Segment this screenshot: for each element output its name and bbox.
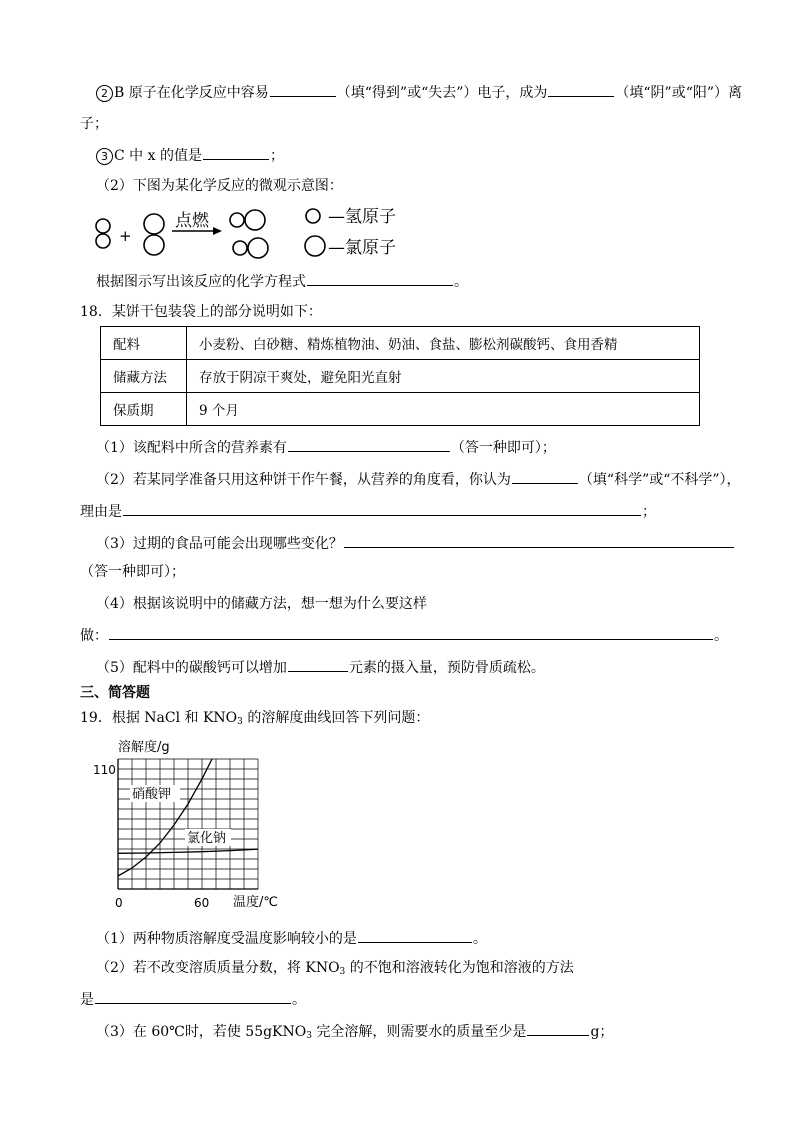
chlorine-atom [245,210,265,230]
q18-sub3: （3）过期的食品可能会出现哪些变化？ [96,532,735,554]
answer-blank[interactable] [288,436,450,452]
x-axis-label: 温度/℃ [233,895,278,910]
arrow-head-icon [213,227,222,235]
q18-sub4: （4）根据该说明中的储藏方法，想一想为什么要这样 [96,596,427,612]
table-cell-key: 储藏方法 [101,360,187,393]
q17-equation-line: 根据图示写出该反应的化学方程式 。 [96,270,468,292]
answer-blank[interactable] [307,270,453,286]
q19-sub2-answer: 是 。 [80,988,306,1010]
table-cell-key: 配料 [101,327,187,360]
q18-sub4-answer: 做： 。 [80,624,728,646]
q18-intro: 18．某饼干包装袋上的部分说明如下： [80,304,322,320]
hydrogen-atom [233,241,247,255]
section-title: 三、简答题 [80,685,150,701]
reaction-diagram [92,204,432,266]
answer-blank[interactable] [548,81,614,97]
chlorine-atom [144,214,164,234]
table-cell-value: 9 个月 [187,393,700,426]
answer-blank[interactable] [95,988,291,1004]
q19-sub2: （2）若不改变溶质质量分数，将 $KNO_3$ 的不饱和溶液转化为饱和溶液的方法 [96,960,574,977]
series-label-nacl: 氯化钠 [187,831,227,846]
q18-sub5: （5）配料中的碳酸钙可以增加 元素的摄入量，预防骨质疏松。 [96,656,545,678]
x-tick-label: 60 [194,896,210,910]
answer-blank[interactable] [358,927,472,943]
answer-blank[interactable] [123,500,641,516]
chart-grid [118,759,258,889]
q19-sub3: （3）在 60℃时，若使 55gKNO$_3$ 完全溶解，则需要水的质量至少是 g； [96,1020,613,1046]
series-label-kno3: 硝酸钾 [132,787,172,802]
answer-blank[interactable] [203,144,269,160]
q19-sub1: （1）两种物质溶解度受温度影响较小的是 。 [96,927,487,949]
answer-blank[interactable] [512,468,578,484]
q18-sub3-note: （答一种即可）； [80,564,185,580]
legend-hydrogen-atom [306,209,320,223]
package-info-table [100,326,700,426]
legend-chlorine-label: —氯原子 [328,238,396,258]
plus-sign: + [119,227,132,245]
legend-hydrogen-label: —氢原子 [328,207,396,227]
hydrogen-atom [96,219,110,233]
table-row [101,393,700,426]
reaction-condition: 点燃 [175,211,209,231]
chlorine-atom [144,235,164,255]
q18-sub2: （2）若某同学准备只用这种饼干作午餐，从营养的角度看，你认为 （填“科学”或“不科学”）， [96,468,741,490]
table-row [101,360,700,393]
q17-part2-line: 2 B 原子在化学反应中容易 （填“得到”或“失去”）电子，成为 （填“阴”或“阳”）离 [96,81,742,103]
answer-blank[interactable] [288,656,348,672]
hydrogen-atom [96,234,110,248]
solubility-chart [88,734,264,912]
circled-number: 3 [96,148,113,165]
y-tick-label: 110 [93,763,116,777]
table-cell-value: 存放于阴凉干爽处，避免阳光直射 [187,360,700,393]
answer-blank[interactable] [527,1020,589,1036]
x-tick-label: 0 [115,896,123,910]
q17-part3-line: 3 C 中 x 的值是 ； [96,144,284,166]
q18-sub1: （1）该配料中所含的营养素有 （答一种即可）； [96,436,556,458]
answer-blank[interactable] [344,532,734,548]
hydrogen-atom [230,213,244,227]
table-row [101,327,700,360]
q17-sub2-label: （2）下图为某化学反应的微观示意图： [96,178,343,194]
q19-intro: 19．根据 NaCl 和 $KNO_3$ 的溶解度曲线回答下列问题： [80,710,430,727]
table-cell-value: 小麦粉、白砂糖、精炼植物油、奶油、食盐、膨松剂碳酸钙、食用香精 [187,327,700,360]
q18-sub2-reason: 理由是 ； [80,500,656,522]
legend-chlorine-atom [305,236,325,256]
y-axis-label: 溶解度/g [118,740,170,755]
answer-blank[interactable] [270,81,336,97]
table-cell-key: 保质期 [101,393,187,426]
answer-blank[interactable] [109,624,713,640]
chlorine-atom [248,238,268,258]
q17-part2-wrap: 子； [80,116,108,132]
circled-number: 2 [96,85,113,102]
